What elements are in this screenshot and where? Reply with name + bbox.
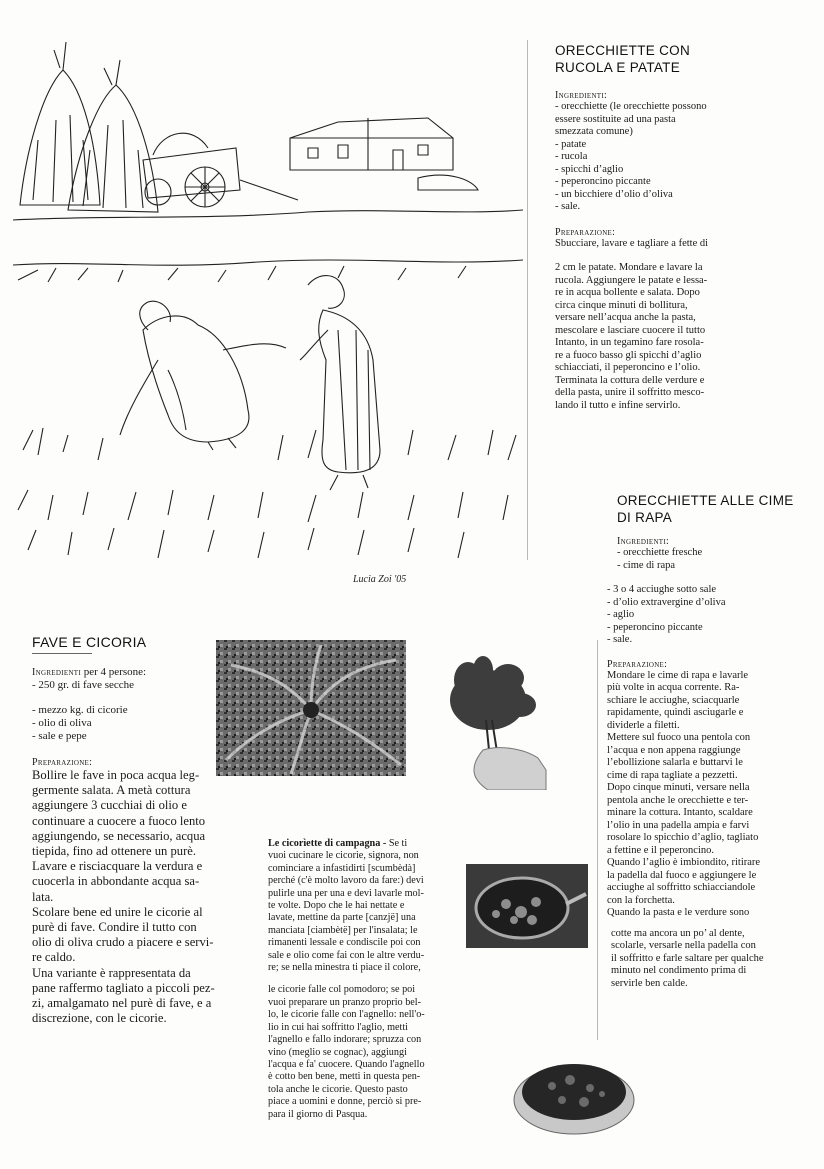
text-line: cime di rapa tagliate a pezzetti. bbox=[607, 769, 738, 781]
text-line: schiacciati, il peperoncino e l’olio. bbox=[555, 362, 701, 373]
text-line: è cotto ben bene, metti in questa pen- bbox=[268, 1071, 421, 1083]
text-line: te volte. Dopo che le hai nettate e bbox=[268, 900, 405, 912]
preparation-text bbox=[607, 670, 817, 920]
text-line: Bollire le fave in poca acqua leg- bbox=[32, 768, 200, 782]
ingredient-item: - peperoncino piccante bbox=[555, 176, 651, 187]
preparation-label: Preparazione: bbox=[32, 757, 93, 768]
ingredient-item: essere sostituite ad una pasta bbox=[555, 113, 676, 125]
text-line: aggiungere 3 cucchiai di olio e bbox=[32, 798, 187, 813]
ingredients-list bbox=[555, 101, 805, 214]
text-line: perché (c'è molto lavoro da fare:) devi bbox=[268, 875, 424, 887]
pan-photo bbox=[466, 864, 588, 948]
text-line: più volte in acqua corrente. Ra- bbox=[607, 682, 740, 693]
ingredient-item: - cime di rapa bbox=[617, 559, 676, 571]
recipe-title: FAVE E CICORIA bbox=[32, 634, 147, 650]
ingredient-item: - patate bbox=[555, 138, 587, 150]
ingredient-item: - olio di oliva bbox=[32, 717, 92, 729]
text-line: il soffritto e farle saltare per qualche bbox=[611, 952, 764, 964]
ingredient-item: - sale. bbox=[607, 634, 633, 645]
haystack-left bbox=[20, 70, 100, 205]
recipe-fave-cicoria bbox=[32, 634, 237, 1026]
anecdote-paragraph bbox=[268, 838, 470, 974]
text-line: l'acqua e fa' cuocere. Quando l'agnello bbox=[268, 1058, 425, 1070]
ingredient-item: - sale e pepe bbox=[32, 730, 87, 742]
ingredient-item: - mezzo kg. di cicorie bbox=[32, 704, 128, 716]
ingredient-item: - peperoncino piccante bbox=[607, 621, 703, 633]
recipe-orecchiette-cime-rapa bbox=[607, 492, 817, 990]
text-line: lo, le cicorie falle con l'agnello: nell'o- bbox=[268, 1009, 425, 1021]
ingredient-item: - d’olio extravergine d’oliva bbox=[607, 596, 726, 608]
text-line: Terminata la cottura delle verdure e bbox=[555, 374, 705, 386]
text-line: vino (meglio se cognac), aggiungi bbox=[268, 1046, 407, 1058]
ingredient-item: - rucola bbox=[555, 151, 588, 162]
text-line: tola anche le cicorie. Questo pasto bbox=[268, 1083, 408, 1095]
ingredients-label: Ingredienti: bbox=[555, 90, 608, 101]
text-line: Mettere sul fuoco una pentola con bbox=[607, 732, 751, 743]
text-line: versare nell’acqua anche la pasta, bbox=[555, 312, 696, 323]
text-line: rimanenti lessale e condiscile poi con bbox=[268, 937, 421, 949]
text-line: para il giorno di Pasqua. bbox=[268, 1108, 368, 1120]
text-line: cuocerla in abbondante acqua sa- bbox=[32, 874, 200, 889]
ingredient-item: - aglio bbox=[607, 609, 635, 620]
text-line: scolarle, versarle nella padella con bbox=[611, 940, 756, 951]
ingredients-list bbox=[32, 679, 237, 692]
ingredient-item: - sale. bbox=[555, 201, 581, 212]
preparation-label: Preparazione: bbox=[607, 658, 668, 670]
text-line: piace a uomini e donne, perciò si pre- bbox=[268, 1096, 422, 1108]
text-line: l'agnello e fallo indorare; spruzza con bbox=[268, 1034, 422, 1046]
text-line: germente salata. A metà cottura bbox=[32, 783, 191, 798]
ingredient-item: - 3 o 4 acciughe sotto sale bbox=[607, 584, 717, 595]
text-line: vuoi cucinare le cicorie, signora, non bbox=[268, 850, 419, 862]
text-line: la padella dal fuoco e aggiungere le bbox=[607, 869, 757, 881]
text-line: Quando la pasta e le verdure sono bbox=[607, 907, 750, 918]
column-divider bbox=[597, 640, 598, 1060]
anecdote-title: Le cicorìette di campagna - bbox=[268, 838, 387, 849]
text-line: cominciare a infastidirti [scumbèdà] bbox=[268, 862, 416, 874]
field-harvest-illustration bbox=[8, 30, 528, 590]
preparation-label: Preparazione: bbox=[555, 226, 616, 238]
text-line: rosolare lo spicchio d’aglio, tagliato bbox=[607, 832, 759, 843]
ingredients-label: Ingredienti per 4 persone: bbox=[32, 666, 147, 678]
chicory-field-photo bbox=[216, 640, 406, 776]
text-line: schiare le acciughe, sciacquarle bbox=[607, 694, 740, 706]
text-line: servirle ben calde. bbox=[611, 977, 688, 989]
ingredients-list bbox=[607, 584, 817, 647]
text-line: Mondare le cime di rapa e lavarle bbox=[607, 669, 749, 681]
text-line: l’olio in una padella ampia e farvi bbox=[607, 819, 750, 831]
anecdote-cicoriette bbox=[268, 838, 470, 1121]
text-line: manciata [ciambètë] per l'insalata; le bbox=[268, 924, 418, 936]
anecdote-paragraph bbox=[268, 984, 470, 1120]
recipe-title: ORECCHIETTE CON RUCOLA E PATATE bbox=[555, 43, 691, 75]
text-line: minuto nel condimento prima di bbox=[611, 965, 747, 976]
text-line: pentola anche le orecchiette e ter- bbox=[607, 794, 749, 806]
text-line: purè di fave. Condire il tutto con bbox=[32, 920, 197, 935]
ingredients-label: Ingredienti: bbox=[617, 536, 670, 547]
text-line: re in acqua bollente e salata. Dopo bbox=[555, 287, 700, 298]
recipe-orecchiette-rucola bbox=[555, 42, 805, 412]
text-line: vuoi preparare un pranzo proprio bel- bbox=[268, 996, 422, 1008]
text-line: mescolare e lasciare cuocere il tutto bbox=[555, 324, 706, 336]
text-line: circa cinque minuti di bollitura, bbox=[555, 299, 688, 311]
text-line: pane raffermo tagliato a piccoli pez- bbox=[32, 980, 215, 995]
preparation-text bbox=[32, 768, 237, 1026]
ingredients-list bbox=[32, 704, 237, 743]
text-line: re; se nella minestra ti piace il colore, bbox=[268, 962, 421, 974]
ingredients-list bbox=[617, 547, 817, 572]
text-line: lando il tutto e infine servirlo. bbox=[555, 399, 681, 411]
text-line: tiepida, fino ad ottenere un purè. bbox=[32, 844, 197, 859]
text-line: continuare a cuocere a fuoco lento bbox=[32, 813, 206, 828]
text-line: rapidamente, quindi asciugarle e bbox=[607, 707, 744, 718]
text-line: pulirle una per una e devi lavarle mol- bbox=[268, 887, 424, 899]
text-line: Se ti bbox=[386, 838, 408, 849]
text-line: della pasta, unire il soffritto mesco- bbox=[555, 387, 705, 398]
text-line: dividerle a filetti. bbox=[607, 719, 680, 731]
text-line: l’ebollizione salarla e buttarvi le bbox=[607, 757, 743, 768]
text-line: le cicorie falle col pomodoro; se poi bbox=[268, 984, 416, 996]
text-line: a fettine e il peperoncino. bbox=[607, 844, 714, 856]
ingredient-item: smezzata comune) bbox=[555, 126, 633, 137]
text-line: acciughe al soffritto schiacciandole bbox=[607, 882, 756, 893]
ingredient-item: - orecchiette fresche bbox=[617, 547, 703, 558]
preparation-text bbox=[555, 262, 805, 412]
text-line: Quando l’aglio è imbiondito, ritirare bbox=[607, 857, 761, 868]
text-line: 2 cm le patate. Mondare e lavare la bbox=[555, 262, 703, 273]
text-line: Intanto, in un tegamino fare rosola- bbox=[555, 337, 704, 348]
farmhouse bbox=[290, 118, 453, 170]
text-line: olio di oliva crudo a piacere e servi- bbox=[32, 935, 214, 950]
text-line: cotte ma ancora un po’ al dente, bbox=[611, 927, 745, 939]
recipe-title: ORECCHIETTE ALLE CIME DI RAPA bbox=[617, 493, 794, 525]
text-line: re a fuoco basso gli spicchi d’aglio bbox=[555, 349, 702, 361]
preparation-intro: Sbucciare, lavare e tagliare a fette di bbox=[555, 237, 709, 249]
text-line: lavate, mettine da parte [canzjë] una bbox=[268, 912, 416, 924]
text-line: Scolare bene ed unire le cicorie al bbox=[32, 904, 203, 919]
illustration-signature: Lucia Zoi '05 bbox=[353, 574, 407, 585]
text-line: sale e olio come fai con le altre verdu- bbox=[268, 949, 425, 961]
text-line: Lavare e risciacquare la verdura e bbox=[32, 859, 203, 874]
ingredient-item: - spicchi d’aglio bbox=[555, 163, 624, 175]
text-line: zi, amalgamato nel purè di fave, e a bbox=[32, 996, 212, 1011]
text-line: discrezione, con le cicorie. bbox=[32, 1011, 167, 1026]
text-line: Una variante è rappresentata da bbox=[32, 965, 191, 980]
text-line: l’acqua e non appena raggiunge bbox=[607, 744, 741, 756]
text-line: lio in cui hai soffritto l'aglio, metti bbox=[268, 1021, 409, 1033]
ingredient-item: - un bicchiere d’olio d’oliva bbox=[555, 188, 673, 200]
text-line: aggiungendo, se necessario, acqua bbox=[32, 828, 206, 843]
woman-bending bbox=[143, 316, 249, 442]
ingredient-item: - 250 gr. di fave secche bbox=[32, 679, 135, 691]
text-line: lata. bbox=[32, 889, 54, 904]
pasta-bowl-photo bbox=[512, 1040, 637, 1140]
preparation-text-continued bbox=[611, 928, 817, 991]
text-line: con la forchetta. bbox=[607, 894, 675, 906]
ingredient-item: - orecchiette (le orecchiette possono bbox=[555, 101, 707, 112]
text-line: re caldo. bbox=[32, 950, 76, 965]
woman-standing bbox=[308, 276, 344, 309]
cime-di-rapa-photo bbox=[428, 650, 548, 790]
text-line: minare la cottura. Intanto, scaldare bbox=[607, 807, 753, 818]
text-line: Dopo cinque minuti, versare nella bbox=[607, 782, 750, 793]
text-line: rucola. Aggiungere le patate e lessa- bbox=[555, 274, 708, 286]
title-underline bbox=[32, 653, 92, 654]
